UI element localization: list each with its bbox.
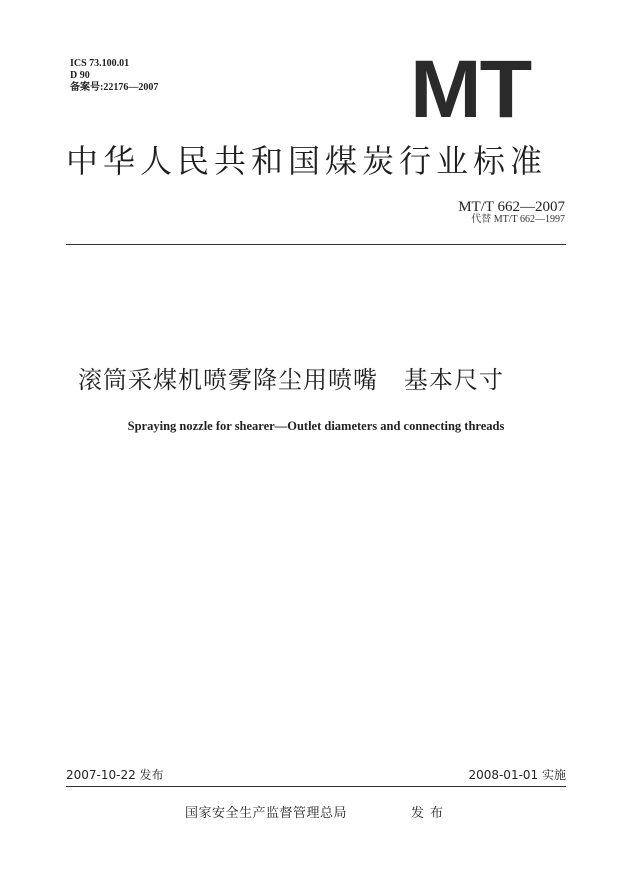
standard-category-title: 中华人民共和国煤炭行业标准: [66, 142, 548, 180]
implementation-date: 2008-01-01 实施: [468, 768, 566, 782]
mt-logo: MT: [410, 57, 531, 123]
bottom-divider: [66, 786, 566, 787]
filing-number: 备案号:22176—2007: [70, 82, 159, 93]
publish-label: 发布: [411, 806, 450, 821]
publisher-name: 国家安全生产监督管理总局: [185, 806, 348, 821]
document-title-english: Spraying nozzle for shearer—Outlet diameters and connecting threads: [127, 419, 505, 433]
classification-code: D 90: [70, 70, 90, 81]
standard-number: MT/T 662—2007: [458, 199, 565, 215]
top-divider: [66, 244, 566, 245]
issue-date: 2007-10-22 发布: [66, 768, 164, 782]
document-title-chinese: 滚筒采煤机喷雾降尘用喷嘴 基本尺寸: [78, 366, 504, 394]
ics-code: ICS 73.100.01: [70, 58, 130, 69]
replaced-standard: 代替 MT/T 662—1997: [471, 214, 565, 225]
classification-codes: [70, 58, 158, 94]
